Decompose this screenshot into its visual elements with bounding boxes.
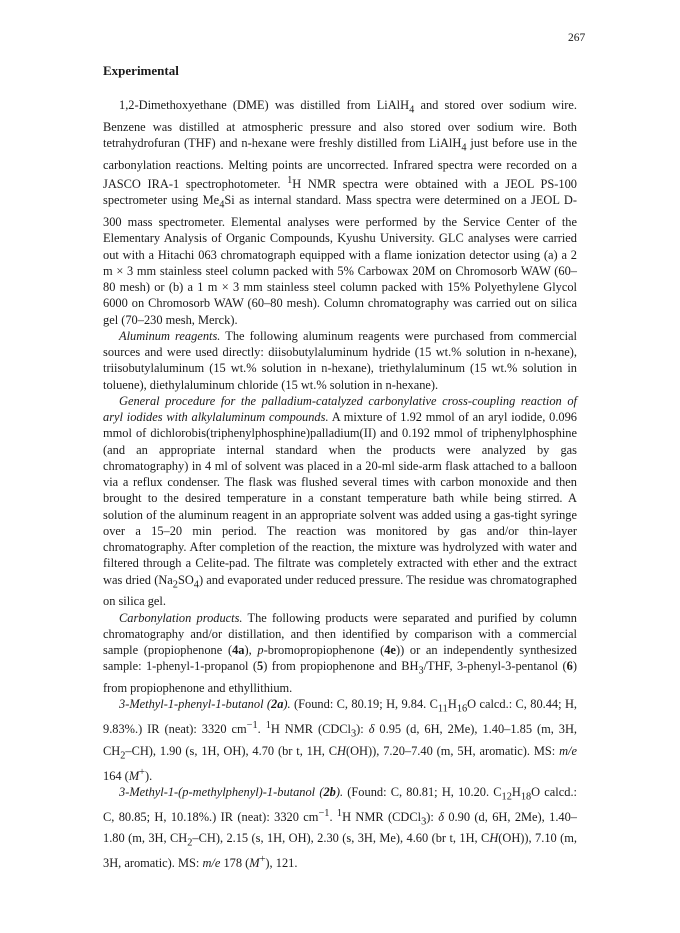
text-run: m/e — [202, 856, 221, 871]
text-run: p — [257, 643, 264, 657]
text-run: A mixture of 1.92 mmol of an aryl iodide, 0.096 mmol of dichlorobis(triphenylphosphine)palladium(II) and 0.192 mmol of triphenylphosphine (and an appropriate internal standard when the products were analyzed by gas chromatography) in 4 ml of solvent was placed in a 20-ml side-arm flask attached to a balloon via a reflux condenser. The flask was flushed several times with carbon monoxide and then brought to the desired temperature in a constant temperature bath while being stirred. A solution of the aluminum reagent in an appropriate solvent was added using a gas-tight syringe over a 15–20 min period. The reaction was monitored by gas and/or thin-layer chromatography. After completion of the reaction, the mixture was hydrolyzed with water and filtered through a Celite-pad. The filtrate was completely extracted with ether and the extract was dried (Na — [103, 410, 578, 587]
paragraph-carbonylation-products — [103, 610, 577, 697]
text-run: 1,2-Dimethoxyethane (DME) was distilled from LiAlH — [119, 98, 410, 112]
text-run: /THF, 3-phenyl-3-pentanol ( — [423, 659, 567, 674]
text-run: (OH)), 7.20–7.40 (m, 5H, aromatic). MS: — [345, 743, 560, 758]
text-run: H — [511, 784, 521, 799]
text-run: 2 — [172, 579, 178, 590]
text-run: 1 — [287, 174, 293, 186]
text-run: 4 — [409, 104, 415, 116]
text-run: + — [139, 766, 145, 778]
text-run: –CH), 2.15 (s, 1H, OH), 2.30 (s, 3H, Me), 4.60 (br t, 1H, C — [192, 831, 490, 846]
text-run: ) from propiophenone and ethyllithium. — [103, 659, 577, 695]
text-run: General procedure for the palladium-catalyzed carbonylative cross-coupling reaction of aryl iodides with alkylaluminum compounds. — [103, 393, 577, 425]
text-run: 2 — [120, 750, 126, 762]
text-run: . — [329, 809, 337, 824]
text-run: and stored over sodium wire. Benzene was distilled at atmospheric pressure and also stored over sodium wire. Both tetrahydrofuran (THF) and n-hexane were freshly distilled from LiAlH — [103, 98, 577, 150]
text-run: 3 — [351, 728, 357, 740]
text-run: The following products were separated and purified by column chromatography and/or distillation, and then identified by comparison with a commercial sample (propiophenone ( — [103, 610, 577, 657]
text-run: 4 — [461, 142, 467, 154]
text-run: (Found: C, 80.81; H, 10.20. C — [343, 784, 502, 799]
text-run: 12 — [501, 791, 512, 803]
text-run: + — [259, 854, 266, 866]
text-run: just before use in the carbonylation reactions. Melting points are uncorrected. Infrared spectra were recorded on a JASCO IRA-1 spectrophotometer. — [103, 135, 578, 192]
text-run: δ — [368, 722, 375, 737]
text-run: M — [249, 856, 260, 871]
text-run: ): — [426, 809, 439, 824]
text-run: 5 — [257, 659, 264, 674]
text-run: ). — [283, 697, 291, 712]
text-run: ). — [144, 768, 153, 783]
text-run: 164 ( — [103, 768, 129, 783]
text-run: ). — [335, 784, 344, 799]
text-run: 3 — [421, 816, 427, 828]
text-run: 4a — [232, 643, 245, 657]
text-run: -bromopropiophenone ( — [263, 643, 385, 657]
paragraph-solvents-instruments — [103, 97, 577, 328]
text-run: 2a — [271, 697, 284, 712]
text-run: 1 — [265, 719, 271, 731]
section-heading: Experimental — [103, 63, 179, 78]
text-run: 4 — [219, 199, 225, 211]
text-run: 1 — [336, 807, 343, 819]
text-run: O calcd.: C, 80.44; H, 9.83%.) IR (neat): 3320 cm — [103, 697, 577, 737]
text-run: O calcd.: C, 80.85; H, 10.18%.) IR (neat): 3320 cm — [103, 784, 577, 824]
text-run: ), — [244, 643, 258, 657]
text-run: . — [257, 722, 266, 737]
paragraph-general-procedure — [103, 393, 577, 610]
body-text — [103, 97, 577, 872]
text-run: Carbonylation products. — [119, 610, 243, 625]
text-run: 178 ( — [220, 856, 250, 871]
text-run: −1 — [318, 807, 330, 819]
text-run: 16 — [456, 703, 468, 715]
text-run: H NMR spectra were obtained with a JEOL PS-100 spectrometer using Me — [103, 177, 577, 208]
text-run: ) from propiophenone and BH — [263, 659, 419, 674]
text-run: 6 — [566, 659, 573, 674]
text-run: 0.95 (d, 6H, 2Me), 1.40–1.85 (m, 3H, CH — [103, 722, 578, 758]
text-run: H NMR (CDCl — [342, 809, 422, 824]
text-run: (OH)), 7.10 (m, 3H, aromatic). MS: — [103, 831, 577, 871]
text-run: (Found: C, 80.19; H, 9.84. C — [290, 697, 438, 712]
text-run: –CH), 1.90 (s, 1H, OH), 4.70 (br t, 1H, C — [125, 743, 338, 758]
text-run: 2b — [323, 784, 336, 799]
paragraph-compound-2a — [103, 696, 577, 784]
text-run: The following aluminum reagents were purchased from commercial sources and were used directly: diisobutylaluminum hydride (15 wt.% solution in n-hexane), triisobutylaluminum (15 wt.% solution in n-hexane), triethylaluminum (15 wt.% solution in toluene), diethylaluminum chloride (15 wt.% solution in n-hexane). — [103, 328, 577, 392]
text-run: H — [489, 831, 499, 846]
text-run: ), 121. — [265, 856, 298, 871]
text-run: SO — [177, 572, 194, 587]
text-run: 11 — [437, 703, 448, 715]
text-run: 4 — [193, 579, 199, 590]
text-run: H NMR (CDCl — [270, 722, 351, 737]
text-run: H — [447, 697, 457, 712]
text-run: 2 — [187, 837, 193, 849]
text-run: ) and evaporated under reduced pressure. The residue was chromatographed on silica gel. — [103, 572, 577, 609]
text-run: 18 — [520, 791, 532, 803]
text-run: δ — [438, 809, 444, 824]
text-run: 0.90 (d, 6H, 2Me), 1.40–1.80 (m, 3H, CH — [103, 809, 578, 846]
text-run: 3-Methyl-1-phenyl-1-butanol ( — [119, 697, 272, 712]
text-run: 3-Methyl-1-(p-methylphenyl)-1-butanol ( — [119, 784, 324, 799]
text-run: m/e — [559, 743, 577, 758]
text-run: Aluminum reagents. — [119, 328, 221, 343]
paragraph-aluminum-reagents — [103, 328, 577, 393]
text-run: −1 — [246, 719, 258, 731]
text-run: 4e — [384, 643, 396, 657]
text-run: H — [337, 743, 346, 758]
text-run: Si as internal standard. Mass spectra were determined on a JEOL D-300 mass spectrometer. Elemental analyses were performed by the Service Center of the Elementary Analysis of Organic Compounds, Kyushu University. GLC analyses were carried out with a Hitachi 063 chromatograph equipped with a flame ionization detector using (a) a 2 m × 3 mm stainless steel column packed with 5% Carbowax 20M on Chromosorb WAW (60–80 mesh) or (b) a 1 m × 3 mm stainless steel column packed with 15% Polyethylene Glycol 6000 on Chromosorb WAW (60–80 mesh). Column chromatography was carried out on silica gel (70–230 mesh, Merck). — [103, 193, 577, 327]
text-run: 3 — [418, 665, 424, 677]
paragraph-compound-2b — [103, 784, 577, 872]
text-run: M — [128, 768, 140, 783]
page-number: 267 — [568, 32, 586, 44]
text-run: ): — [356, 722, 369, 737]
text-run: )) or an independently synthesized sample: 1-phenyl-1-propanol ( — [103, 643, 577, 674]
